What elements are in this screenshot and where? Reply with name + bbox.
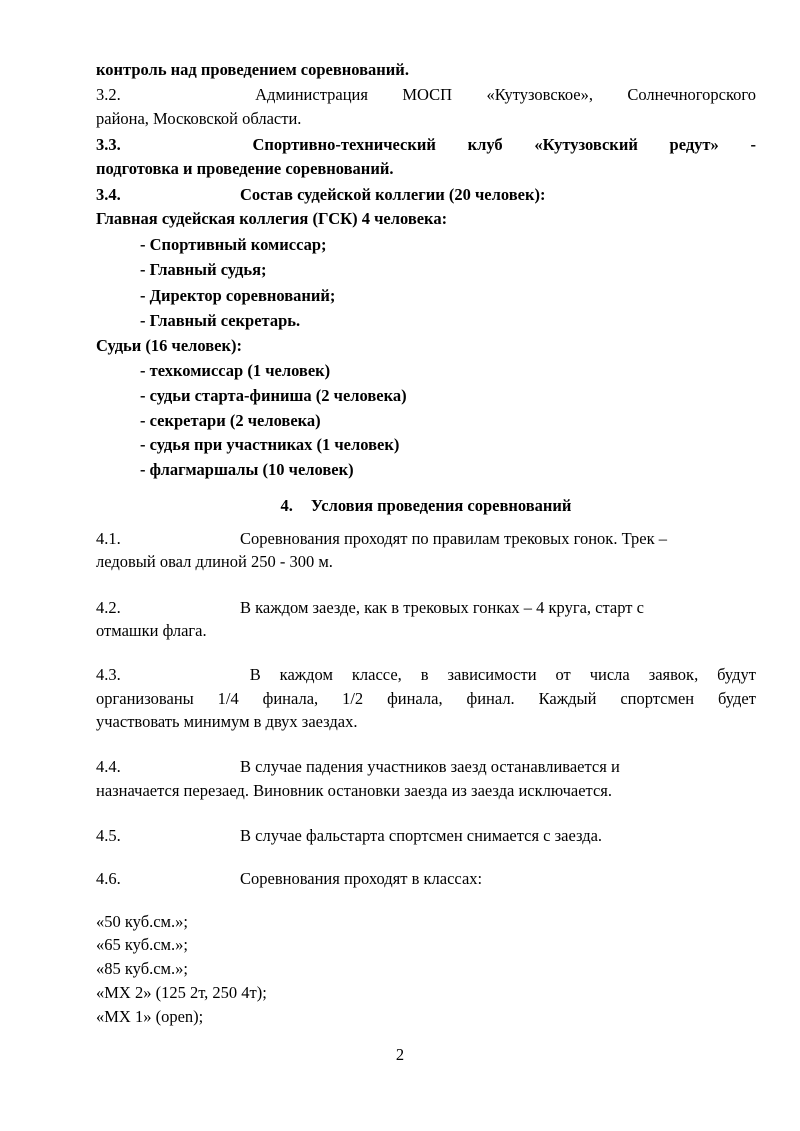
class-item: «65 куб.см.»;	[96, 935, 188, 954]
word: финал.	[466, 689, 515, 708]
class-item: «МХ 2» (125 2т, 250 4т);	[96, 983, 267, 1002]
section-text: Состав судейской коллегии (20 человек):	[240, 185, 546, 204]
judges-item: - судья при участниках (1 человек)	[140, 435, 400, 454]
section-3-3-line-1	[96, 134, 756, 156]
top-line: контроль над проведением соревнований.	[96, 60, 409, 79]
item-4-1-line-2: ледовый овал длиной 250 - 300 м.	[96, 552, 333, 571]
class-item: «МХ 1» (open);	[96, 1007, 204, 1026]
item-text: В каждом заезде, как в трековых гонках – 4 круга, старт с	[240, 598, 644, 617]
section-number: 3.2.	[96, 85, 121, 104]
section-3-3-line-2: подготовка и проведение соревнований.	[96, 159, 394, 178]
section-3-2-line-1	[96, 84, 756, 106]
word: «Кутузовский	[534, 135, 638, 154]
section-title: Условия проведения соревнований	[310, 496, 572, 515]
word: Солнечногорского	[627, 85, 756, 104]
word: будет	[718, 689, 756, 708]
word: МОСП	[402, 85, 453, 104]
judges-item: - секретари (2 человека)	[140, 411, 321, 430]
word: Администрация	[255, 85, 368, 104]
item-text: В случае фальстарта спортсмен снимается с заезда.	[240, 826, 603, 845]
word: редут»	[669, 135, 719, 154]
word: числа	[589, 665, 630, 684]
gsk-title: Главная судейская коллегия (ГСК) 4 человека:	[96, 209, 448, 228]
item-4-2-line-2: отмашки флага.	[96, 621, 207, 640]
judges-item: - судьи старта-финиша (2 человека)	[140, 386, 407, 405]
word: Спортивно-технический	[252, 135, 436, 154]
item-number: 4.2.	[96, 598, 121, 617]
item-number: 4.6.	[96, 869, 121, 888]
item-text: Соревнования проходят по правилам трековых гонок. Трек –	[240, 529, 667, 548]
item-4-6	[96, 868, 756, 890]
class-item: «50 куб.см.»;	[96, 912, 188, 931]
word: -	[750, 135, 756, 154]
word: клуб	[467, 135, 503, 154]
word: будут	[717, 665, 756, 684]
item-4-1-line-1	[96, 528, 756, 550]
item-4-3-line-2	[96, 688, 756, 710]
item-text: В случае падения участников заезд останавливается и	[240, 757, 620, 776]
item-text: Соревнования проходят в классах:	[240, 869, 483, 888]
gsk-item: - Директор соревнований;	[140, 286, 336, 305]
word: финала,	[387, 689, 443, 708]
item-4-4-line-1	[96, 756, 756, 778]
item-4-3-line-3: участвовать минимум в двух заездах.	[96, 712, 358, 731]
word: 1/2	[342, 689, 364, 708]
gsk-item: - Главный секретарь.	[140, 311, 301, 330]
word: в	[420, 665, 429, 684]
item-number: 4.5.	[96, 826, 121, 845]
word: классе,	[351, 665, 402, 684]
section-number: 3.3.	[96, 135, 121, 154]
item-4-2-line-1	[96, 597, 756, 619]
word: «Кутузовское»,	[486, 85, 593, 104]
word: каждом	[279, 665, 333, 684]
word: финала,	[262, 689, 319, 708]
gsk-item: - Главный судья;	[140, 260, 267, 279]
judges-title: Судьи (16 человек):	[96, 336, 242, 355]
item-4-3-line-1	[96, 664, 756, 686]
section-3-2-line-2: района, Московской области.	[96, 109, 302, 128]
gsk-item: - Спортивный комиссар;	[140, 235, 327, 254]
judges-item: - флагмаршалы (10 человек)	[140, 460, 354, 479]
word: спортсмен	[620, 689, 695, 708]
section-4-heading	[96, 495, 756, 517]
class-item: «85 куб.см.»;	[96, 959, 188, 978]
judges-item: - техкомиссар (1 человек)	[140, 361, 331, 380]
word: зависимости	[447, 665, 537, 684]
word: организованы	[96, 689, 194, 708]
word: заявок,	[648, 665, 699, 684]
item-number: 4.3.	[96, 665, 121, 684]
item-4-5	[96, 825, 756, 847]
section-number: 3.4.	[96, 185, 121, 204]
word: от	[555, 665, 571, 684]
item-4-4-line-2: назначается перезаед. Виновник остановки заезда из заезда исключается.	[96, 781, 612, 800]
word: В	[249, 665, 261, 684]
section-number: 4.	[280, 496, 293, 515]
page-number: 2	[395, 1045, 405, 1064]
word: 1/4	[217, 689, 239, 708]
word: Каждый	[538, 689, 597, 708]
item-number: 4.4.	[96, 757, 121, 776]
section-3-4	[96, 184, 756, 206]
item-number: 4.1.	[96, 529, 121, 548]
